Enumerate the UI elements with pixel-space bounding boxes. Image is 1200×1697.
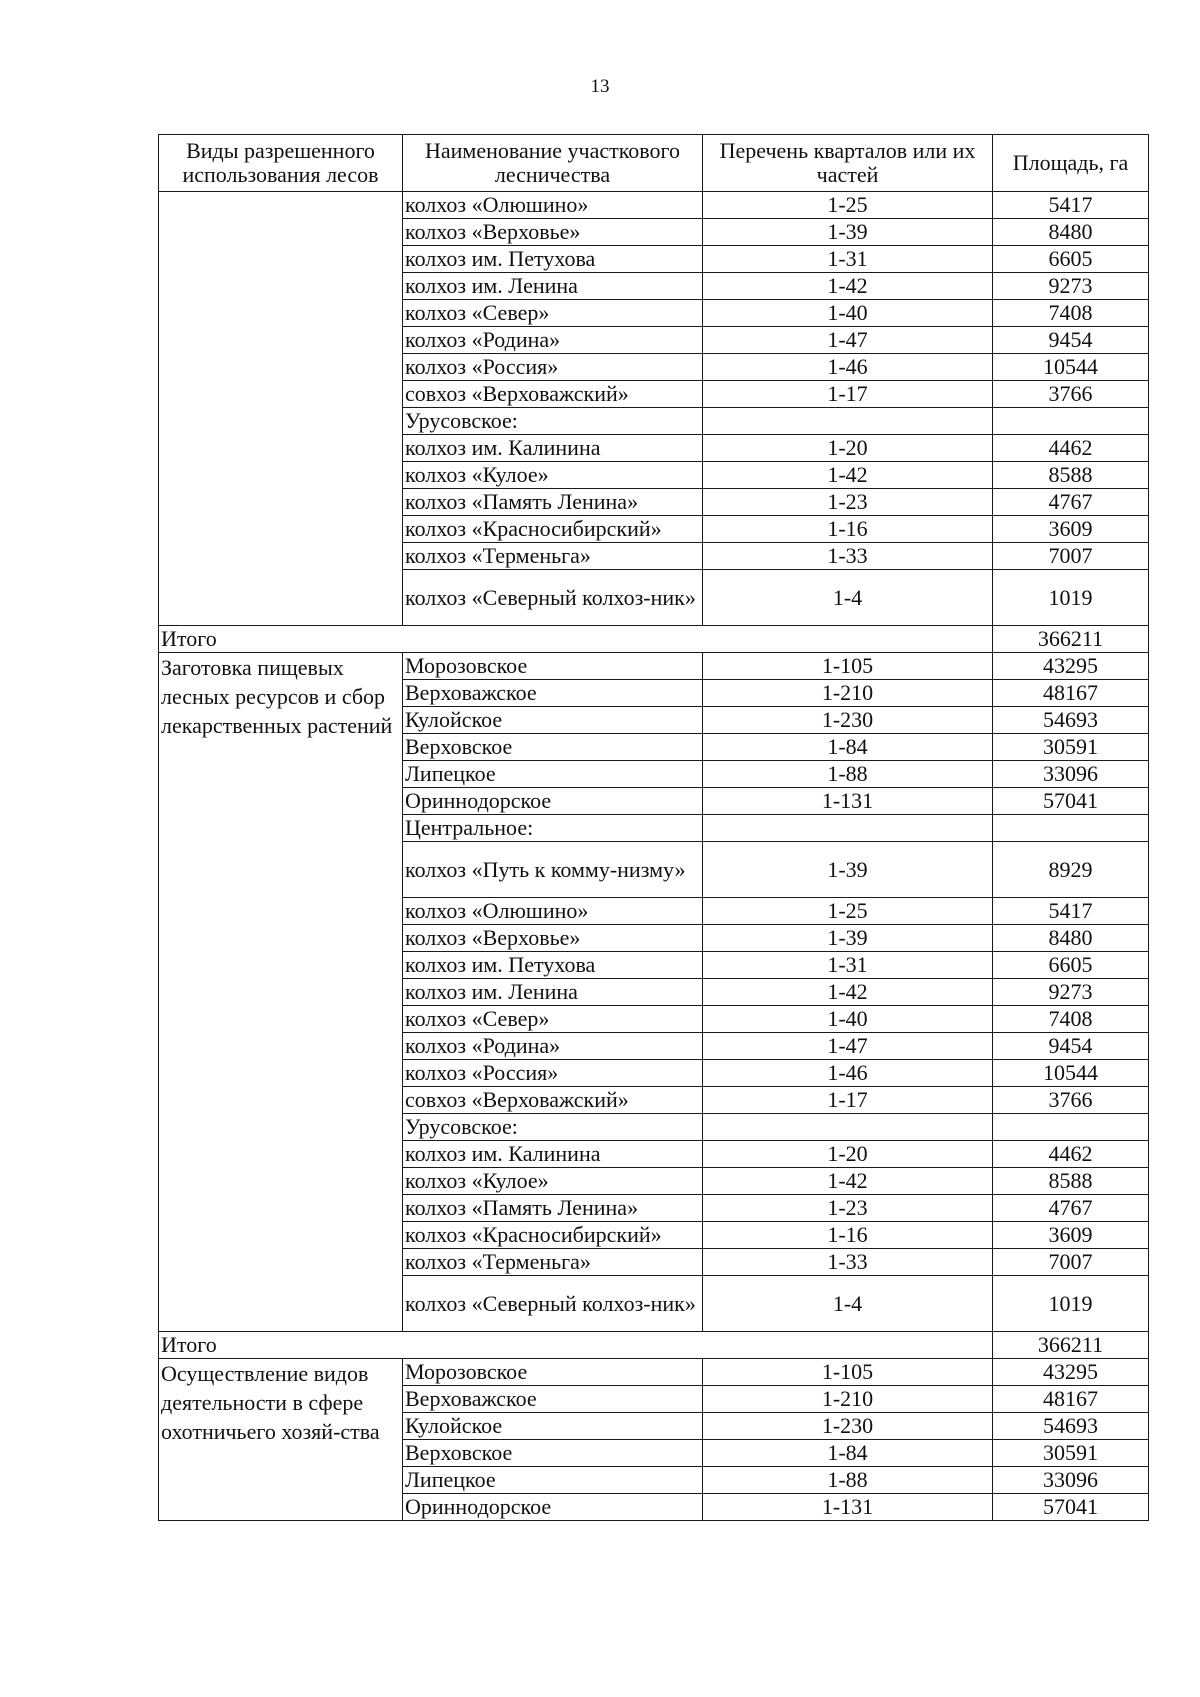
total-row <box>159 1332 1149 1359</box>
area-cell: 4767 <box>993 489 1149 516</box>
quarters-cell: 1-16 <box>703 1222 993 1249</box>
quarters-cell: 1-17 <box>703 381 993 408</box>
quarters-cell: 1-88 <box>703 1467 993 1494</box>
forestry-name-cell: колхоз «Россия» <box>403 354 703 381</box>
quarters-cell: 1-105 <box>703 653 993 680</box>
total-area: 366211 <box>993 626 1149 653</box>
quarters-cell: 1-42 <box>703 273 993 300</box>
header-kind: Виды разрешенного использования лесов <box>159 135 403 192</box>
forestry-name-cell: колхоз им. Калинина <box>403 1141 703 1168</box>
area-cell: 8588 <box>993 1168 1149 1195</box>
use-kind-cell <box>159 192 403 626</box>
area-cell: 33096 <box>993 1467 1149 1494</box>
area-cell: 30591 <box>993 1440 1149 1467</box>
area-cell: 7007 <box>993 1249 1149 1276</box>
quarters-cell: 1-230 <box>703 1413 993 1440</box>
table-row <box>159 192 1149 219</box>
area-cell: 7408 <box>993 1006 1149 1033</box>
forestry-name-cell: колхоз «Терменьга» <box>403 1249 703 1276</box>
area-cell: 9454 <box>993 1033 1149 1060</box>
quarters-cell: 1-230 <box>703 707 993 734</box>
quarters-cell: 1-47 <box>703 1033 993 1060</box>
forestry-name-cell: совхоз «Верховажский» <box>403 1087 703 1114</box>
total-label: Итого <box>159 1332 993 1359</box>
forestry-name-cell: Верховское <box>403 1440 703 1467</box>
quarters-cell: 1-88 <box>703 761 993 788</box>
forestry-name-cell: колхоз им. Ленина <box>403 979 703 1006</box>
quarters-cell: 1-131 <box>703 1494 993 1521</box>
forestry-name-cell: колхоз «Терменьга» <box>403 543 703 570</box>
forestry-name-cell: колхоз «Красносибирский» <box>403 516 703 543</box>
area-cell: 33096 <box>993 761 1149 788</box>
area-cell: 43295 <box>993 1359 1149 1386</box>
quarters-cell: 1-46 <box>703 1060 993 1087</box>
quarters-cell: 1-84 <box>703 734 993 761</box>
quarters-cell: 1-84 <box>703 1440 993 1467</box>
area-cell: 1019 <box>993 1276 1149 1332</box>
forestry-name-cell: Липецкое <box>403 761 703 788</box>
quarters-cell: 1-17 <box>703 1087 993 1114</box>
area-cell: 43295 <box>993 653 1149 680</box>
quarters-cell: 1-25 <box>703 192 993 219</box>
header-area: Площадь, га <box>993 135 1149 192</box>
forestry-name-cell: Кулойское <box>403 1413 703 1440</box>
quarters-cell: 1-210 <box>703 680 993 707</box>
forestry-name-cell: колхоз «Кулое» <box>403 462 703 489</box>
page-number: 13 <box>590 76 610 97</box>
area-cell: 48167 <box>993 1386 1149 1413</box>
forestry-name-cell: Липецкое <box>403 1467 703 1494</box>
area-cell: 54693 <box>993 1413 1149 1440</box>
forestry-name-cell: колхоз «Родина» <box>403 1033 703 1060</box>
forestry-name-cell: совхоз «Верховажский» <box>403 381 703 408</box>
area-cell: 6605 <box>993 952 1149 979</box>
area-cell: 8929 <box>993 842 1149 898</box>
forestry-name-cell: Ориннодорское <box>403 788 703 815</box>
area-cell: 5417 <box>993 898 1149 925</box>
forestry-name-cell: колхоз им. Калинина <box>403 435 703 462</box>
forestry-name-cell: колхоз «Путь к комму-низму» <box>403 842 703 898</box>
forestry-name-cell: колхоз «Северный колхоз-ник» <box>403 1276 703 1332</box>
table-row <box>159 1359 1149 1386</box>
forestry-name-cell: Морозовское <box>403 653 703 680</box>
area-cell: 57041 <box>993 788 1149 815</box>
area-cell: 8480 <box>993 219 1149 246</box>
table-header-row <box>159 135 1149 192</box>
quarters-cell: 1-46 <box>703 354 993 381</box>
area-cell <box>993 1114 1149 1141</box>
quarters-cell: 1-39 <box>703 842 993 898</box>
area-cell <box>993 815 1149 842</box>
total-label: Итого <box>159 626 993 653</box>
area-cell: 4462 <box>993 1141 1149 1168</box>
quarters-cell: 1-105 <box>703 1359 993 1386</box>
area-cell: 7408 <box>993 300 1149 327</box>
area-cell: 4462 <box>993 435 1149 462</box>
quarters-cell: 1-131 <box>703 788 993 815</box>
forestry-name-cell: колхоз им. Петухова <box>403 952 703 979</box>
area-cell <box>993 408 1149 435</box>
forestry-name-cell: колхоз «Россия» <box>403 1060 703 1087</box>
quarters-cell: 1-4 <box>703 570 993 626</box>
area-cell: 3766 <box>993 381 1149 408</box>
quarters-cell: 1-25 <box>703 898 993 925</box>
forestry-name-cell: Урусовское: <box>403 408 703 435</box>
table-body <box>159 192 1149 1521</box>
quarters-cell: 1-47 <box>703 327 993 354</box>
total-area: 366211 <box>993 1332 1149 1359</box>
forestry-name-cell: колхоз «Память Ленина» <box>403 489 703 516</box>
quarters-cell: 1-42 <box>703 462 993 489</box>
area-cell: 3609 <box>993 1222 1149 1249</box>
quarters-cell: 1-42 <box>703 1168 993 1195</box>
area-cell: 6605 <box>993 246 1149 273</box>
area-cell: 7007 <box>993 543 1149 570</box>
forestry-name-cell: колхоз «Северный колхоз-ник» <box>403 570 703 626</box>
area-cell: 9273 <box>993 979 1149 1006</box>
quarters-cell <box>703 815 993 842</box>
quarters-cell: 1-40 <box>703 300 993 327</box>
quarters-cell: 1-31 <box>703 952 993 979</box>
forest-use-table <box>158 134 1149 1521</box>
area-cell: 8588 <box>993 462 1149 489</box>
forestry-name-cell: колхоз им. Петухова <box>403 246 703 273</box>
area-cell: 9454 <box>993 327 1149 354</box>
area-cell: 8480 <box>993 925 1149 952</box>
quarters-cell <box>703 1114 993 1141</box>
forestry-name-cell: колхоз им. Ленина <box>403 273 703 300</box>
quarters-cell: 1-42 <box>703 979 993 1006</box>
area-cell: 3766 <box>993 1087 1149 1114</box>
forestry-name-cell: колхоз «Родина» <box>403 327 703 354</box>
quarters-cell: 1-16 <box>703 516 993 543</box>
forestry-name-cell: Верховское <box>403 734 703 761</box>
quarters-cell: 1-39 <box>703 925 993 952</box>
area-cell: 30591 <box>993 734 1149 761</box>
forestry-name-cell: колхоз «Север» <box>403 1006 703 1033</box>
quarters-cell: 1-23 <box>703 489 993 516</box>
area-cell: 10544 <box>993 354 1149 381</box>
area-cell: 4767 <box>993 1195 1149 1222</box>
quarters-cell: 1-210 <box>703 1386 993 1413</box>
forestry-name-cell: колхоз «Память Ленина» <box>403 1195 703 1222</box>
forestry-name-cell: колхоз «Север» <box>403 300 703 327</box>
forestry-name-cell: колхоз «Верховье» <box>403 925 703 952</box>
header-quarters: Перечень кварталов или их частей <box>703 135 993 192</box>
area-cell: 1019 <box>993 570 1149 626</box>
quarters-cell: 1-23 <box>703 1195 993 1222</box>
forestry-name-cell: Урусовское: <box>403 1114 703 1141</box>
quarters-cell: 1-33 <box>703 1249 993 1276</box>
forestry-name-cell: колхоз «Олюшино» <box>403 898 703 925</box>
header-forestry: Наименование участкового лесничества <box>403 135 703 192</box>
forestry-name-cell: колхоз «Олюшино» <box>403 192 703 219</box>
quarters-cell: 1-33 <box>703 543 993 570</box>
area-cell: 3609 <box>993 516 1149 543</box>
quarters-cell: 1-4 <box>703 1276 993 1332</box>
forestry-name-cell: Кулойское <box>403 707 703 734</box>
quarters-cell: 1-31 <box>703 246 993 273</box>
quarters-cell: 1-40 <box>703 1006 993 1033</box>
area-cell: 48167 <box>993 680 1149 707</box>
area-cell: 10544 <box>993 1060 1149 1087</box>
area-cell: 5417 <box>993 192 1149 219</box>
forestry-name-cell: Центральное: <box>403 815 703 842</box>
quarters-cell: 1-39 <box>703 219 993 246</box>
forestry-name-cell: колхоз «Красносибирский» <box>403 1222 703 1249</box>
area-cell: 9273 <box>993 273 1149 300</box>
use-kind-cell: Осуществление видов деятельности в сфере охотничьего хозяй-ства <box>159 1359 403 1521</box>
forestry-name-cell: колхоз «Верховье» <box>403 219 703 246</box>
quarters-cell: 1-20 <box>703 435 993 462</box>
use-kind-cell: Заготовка пищевых лесных ресурсов и сбор лекарственных растений <box>159 653 403 1332</box>
forestry-name-cell: Верховажское <box>403 1386 703 1413</box>
total-row <box>159 626 1149 653</box>
area-cell: 57041 <box>993 1494 1149 1521</box>
area-cell: 54693 <box>993 707 1149 734</box>
forestry-name-cell: Ориннодорское <box>403 1494 703 1521</box>
table-row <box>159 653 1149 680</box>
forestry-name-cell: Морозовское <box>403 1359 703 1386</box>
forestry-name-cell: Верховажское <box>403 680 703 707</box>
forestry-name-cell: колхоз «Кулое» <box>403 1168 703 1195</box>
quarters-cell: 1-20 <box>703 1141 993 1168</box>
quarters-cell <box>703 408 993 435</box>
